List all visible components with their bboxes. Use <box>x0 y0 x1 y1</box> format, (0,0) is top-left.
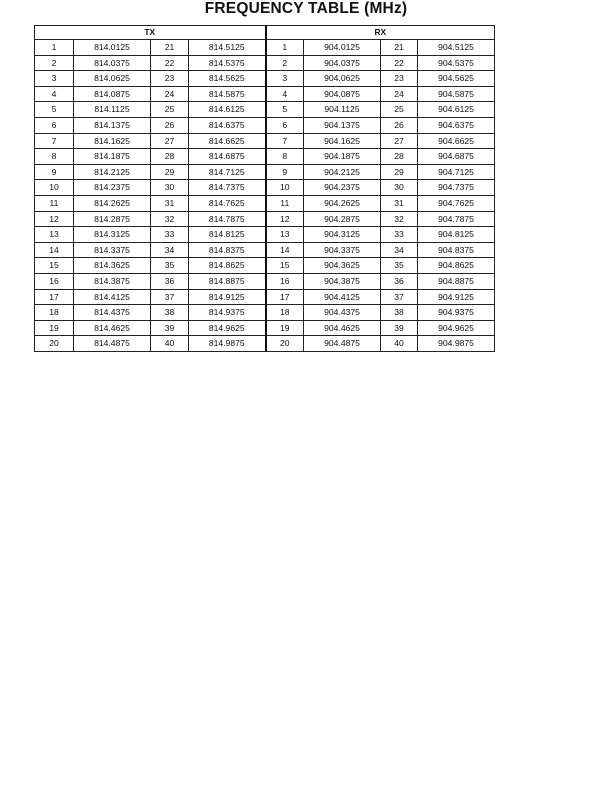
tx-frequency-cell-2: 814.8375 <box>189 242 266 258</box>
tx-channel-cell-2: 34 <box>151 242 189 258</box>
table-row <box>35 40 495 56</box>
tx-channel-cell-2: 23 <box>151 71 189 87</box>
tx-frequency-cell: 814.3625 <box>74 258 151 274</box>
rx-frequency-cell: 904.1875 <box>304 149 381 165</box>
tx-channel-cell-2: 22 <box>151 55 189 71</box>
tx-frequency-cell-2: 814.6875 <box>189 149 266 165</box>
table-row <box>35 305 495 321</box>
rx-frequency-cell: 904.1625 <box>304 133 381 149</box>
table-row <box>35 55 495 71</box>
rx-frequency-cell-2: 904.5625 <box>418 71 495 87</box>
tx-frequency-cell-2: 814.8625 <box>189 258 266 274</box>
rx-channel-cell: 6 <box>266 117 304 133</box>
rx-channel-cell: 5 <box>266 102 304 118</box>
table-row <box>35 180 495 196</box>
tx-frequency-cell-2: 814.7375 <box>189 180 266 196</box>
table-row <box>35 289 495 305</box>
tx-channel-cell-2: 36 <box>151 273 189 289</box>
tx-frequency-cell-2: 814.5125 <box>189 40 266 56</box>
page-title: FREQUENCY TABLE (MHz) <box>204 0 408 17</box>
rx-channel-cell-2: 29 <box>381 164 418 180</box>
rx-channel-cell-2: 27 <box>381 133 418 149</box>
table-row <box>35 164 495 180</box>
tx-channel-cell: 20 <box>35 336 74 352</box>
tx-frequency-cell: 814.1875 <box>74 149 151 165</box>
rx-header: RX <box>266 26 495 40</box>
tx-channel-cell: 18 <box>35 305 74 321</box>
rx-channel-cell-2: 31 <box>381 195 418 211</box>
rx-frequency-cell: 904.0375 <box>304 55 381 71</box>
tx-channel-cell-2: 35 <box>151 258 189 274</box>
tx-header: TX <box>35 26 266 40</box>
rx-channel-cell: 19 <box>266 320 304 336</box>
tx-frequency-cell: 814.2125 <box>74 164 151 180</box>
table-row <box>35 258 495 274</box>
table-row <box>35 86 495 102</box>
tx-channel-cell-2: 37 <box>151 289 189 305</box>
rx-channel-cell: 16 <box>266 273 304 289</box>
tx-channel-cell-2: 27 <box>151 133 189 149</box>
rx-frequency-cell-2: 904.6625 <box>418 133 495 149</box>
tx-channel-cell-2: 33 <box>151 227 189 243</box>
rx-frequency-cell-2: 904.7375 <box>418 180 495 196</box>
rx-frequency-cell-2: 904.7875 <box>418 211 495 227</box>
rx-channel-cell: 15 <box>266 258 304 274</box>
rx-channel-cell-2: 21 <box>381 40 418 56</box>
rx-channel-cell: 2 <box>266 55 304 71</box>
rx-frequency-cell: 904.4875 <box>304 336 381 352</box>
rx-channel-cell-2: 23 <box>381 71 418 87</box>
rx-frequency-cell-2: 904.6125 <box>418 102 495 118</box>
tx-channel-cell-2: 30 <box>151 180 189 196</box>
rx-frequency-cell: 904.2625 <box>304 195 381 211</box>
tx-frequency-cell: 814.4375 <box>74 305 151 321</box>
rx-channel-cell-2: 33 <box>381 227 418 243</box>
tx-frequency-cell-2: 814.9125 <box>189 289 266 305</box>
rx-frequency-cell: 904.0875 <box>304 86 381 102</box>
rx-channel-cell: 8 <box>266 149 304 165</box>
rx-frequency-cell: 904.2875 <box>304 211 381 227</box>
rx-frequency-cell-2: 904.9875 <box>418 336 495 352</box>
tx-frequency-cell: 814.0875 <box>74 86 151 102</box>
rx-frequency-cell: 904.4125 <box>304 289 381 305</box>
tx-channel-cell-2: 21 <box>151 40 189 56</box>
table-header-row <box>35 26 495 40</box>
tx-frequency-cell: 814.0125 <box>74 40 151 56</box>
tx-channel-cell: 5 <box>35 102 74 118</box>
tx-frequency-cell-2: 814.7125 <box>189 164 266 180</box>
tx-channel-cell-2: 29 <box>151 164 189 180</box>
tx-channel-cell: 8 <box>35 149 74 165</box>
tx-channel-cell: 14 <box>35 242 74 258</box>
table-row <box>35 320 495 336</box>
rx-channel-cell-2: 24 <box>381 86 418 102</box>
rx-frequency-cell-2: 904.7125 <box>418 164 495 180</box>
tx-channel-cell-2: 40 <box>151 336 189 352</box>
tx-channel-cell: 16 <box>35 273 74 289</box>
tx-channel-cell-2: 32 <box>151 211 189 227</box>
tx-frequency-cell-2: 814.6625 <box>189 133 266 149</box>
rx-frequency-cell-2: 904.8125 <box>418 227 495 243</box>
tx-channel-cell: 9 <box>35 164 74 180</box>
rx-channel-cell-2: 25 <box>381 102 418 118</box>
table-row <box>35 117 495 133</box>
table-row <box>35 71 495 87</box>
rx-frequency-cell-2: 904.9125 <box>418 289 495 305</box>
rx-frequency-cell: 904.0625 <box>304 71 381 87</box>
rx-channel-cell: 14 <box>266 242 304 258</box>
rx-channel-cell-2: 38 <box>381 305 418 321</box>
rx-channel-cell-2: 26 <box>381 117 418 133</box>
rx-channel-cell: 12 <box>266 211 304 227</box>
table-row <box>35 149 495 165</box>
rx-frequency-cell: 904.4625 <box>304 320 381 336</box>
rx-frequency-cell-2: 904.8875 <box>418 273 495 289</box>
rx-channel-cell: 1 <box>266 40 304 56</box>
tx-channel-cell: 1 <box>35 40 74 56</box>
tx-frequency-cell-2: 814.7625 <box>189 195 266 211</box>
tx-frequency-cell-2: 814.6125 <box>189 102 266 118</box>
rx-channel-cell-2: 22 <box>381 55 418 71</box>
tx-frequency-cell-2: 814.5625 <box>189 71 266 87</box>
rx-frequency-cell-2: 904.6375 <box>418 117 495 133</box>
tx-channel-cell-2: 26 <box>151 117 189 133</box>
rx-frequency-cell-2: 904.9375 <box>418 305 495 321</box>
table-row <box>35 242 495 258</box>
rx-channel-cell-2: 37 <box>381 289 418 305</box>
tx-frequency-cell: 814.3125 <box>74 227 151 243</box>
tx-frequency-cell-2: 814.9875 <box>189 336 266 352</box>
tx-channel-cell: 11 <box>35 195 74 211</box>
tx-frequency-cell: 814.4875 <box>74 336 151 352</box>
table-row <box>35 133 495 149</box>
rx-channel-cell-2: 28 <box>381 149 418 165</box>
tx-channel-cell: 3 <box>35 71 74 87</box>
table-row <box>35 195 495 211</box>
tx-frequency-cell-2: 814.5875 <box>189 86 266 102</box>
rx-frequency-cell: 904.3875 <box>304 273 381 289</box>
tx-frequency-cell: 814.1375 <box>74 117 151 133</box>
rx-channel-cell: 9 <box>266 164 304 180</box>
rx-channel-cell-2: 30 <box>381 180 418 196</box>
tx-frequency-cell-2: 814.9375 <box>189 305 266 321</box>
rx-frequency-cell: 904.4375 <box>304 305 381 321</box>
rx-channel-cell: 3 <box>266 71 304 87</box>
tx-channel-cell: 19 <box>35 320 74 336</box>
rx-frequency-cell-2: 904.9625 <box>418 320 495 336</box>
tx-channel-cell: 15 <box>35 258 74 274</box>
rx-channel-cell-2: 35 <box>381 258 418 274</box>
rx-frequency-cell-2: 904.8625 <box>418 258 495 274</box>
tx-channel-cell: 13 <box>35 227 74 243</box>
tx-channel-cell-2: 28 <box>151 149 189 165</box>
tx-frequency-cell-2: 814.8875 <box>189 273 266 289</box>
rx-channel-cell: 20 <box>266 336 304 352</box>
rx-frequency-cell: 904.3375 <box>304 242 381 258</box>
tx-channel-cell: 17 <box>35 289 74 305</box>
tx-frequency-cell: 814.3875 <box>74 273 151 289</box>
tx-frequency-cell-2: 814.7875 <box>189 211 266 227</box>
tx-channel-cell: 2 <box>35 55 74 71</box>
tx-frequency-cell: 814.4625 <box>74 320 151 336</box>
rx-frequency-cell-2: 904.5375 <box>418 55 495 71</box>
table-row <box>35 227 495 243</box>
rx-channel-cell: 4 <box>266 86 304 102</box>
tx-channel-cell: 6 <box>35 117 74 133</box>
tx-channel-cell: 10 <box>35 180 74 196</box>
tx-frequency-cell-2: 814.6375 <box>189 117 266 133</box>
tx-channel-cell: 7 <box>35 133 74 149</box>
rx-channel-cell-2: 40 <box>381 336 418 352</box>
rx-frequency-cell: 904.3125 <box>304 227 381 243</box>
tx-frequency-cell: 814.2875 <box>74 211 151 227</box>
table-row <box>35 102 495 118</box>
rx-channel-cell-2: 36 <box>381 273 418 289</box>
table-row <box>35 336 495 352</box>
rx-channel-cell: 10 <box>266 180 304 196</box>
tx-frequency-cell: 814.1125 <box>74 102 151 118</box>
tx-frequency-cell: 814.2375 <box>74 180 151 196</box>
rx-frequency-cell-2: 904.5875 <box>418 86 495 102</box>
rx-frequency-cell: 904.2375 <box>304 180 381 196</box>
tx-channel-cell-2: 31 <box>151 195 189 211</box>
rx-frequency-cell: 904.0125 <box>304 40 381 56</box>
rx-channel-cell-2: 39 <box>381 320 418 336</box>
rx-frequency-cell-2: 904.8375 <box>418 242 495 258</box>
rx-frequency-cell-2: 904.6875 <box>418 149 495 165</box>
frequency-table <box>34 25 495 352</box>
tx-frequency-cell: 814.0375 <box>74 55 151 71</box>
tx-channel-cell-2: 24 <box>151 86 189 102</box>
tx-frequency-cell-2: 814.9625 <box>189 320 266 336</box>
tx-frequency-cell: 814.4125 <box>74 289 151 305</box>
tx-channel-cell-2: 25 <box>151 102 189 118</box>
rx-channel-cell: 17 <box>266 289 304 305</box>
rx-frequency-cell: 904.1125 <box>304 102 381 118</box>
tx-channel-cell: 4 <box>35 86 74 102</box>
rx-frequency-cell: 904.1375 <box>304 117 381 133</box>
rx-frequency-cell: 904.3625 <box>304 258 381 274</box>
table-row <box>35 211 495 227</box>
tx-frequency-cell-2: 814.5375 <box>189 55 266 71</box>
rx-frequency-cell: 904.2125 <box>304 164 381 180</box>
tx-frequency-cell-2: 814.8125 <box>189 227 266 243</box>
rx-channel-cell: 18 <box>266 305 304 321</box>
table-row <box>35 273 495 289</box>
tx-frequency-cell: 814.2625 <box>74 195 151 211</box>
tx-frequency-cell: 814.1625 <box>74 133 151 149</box>
rx-channel-cell-2: 32 <box>381 211 418 227</box>
rx-channel-cell-2: 34 <box>381 242 418 258</box>
tx-channel-cell-2: 38 <box>151 305 189 321</box>
rx-channel-cell: 13 <box>266 227 304 243</box>
rx-frequency-cell-2: 904.7625 <box>418 195 495 211</box>
tx-frequency-cell: 814.0625 <box>74 71 151 87</box>
rx-channel-cell: 11 <box>266 195 304 211</box>
rx-channel-cell: 7 <box>266 133 304 149</box>
frequency-table-body <box>35 26 495 352</box>
tx-channel-cell-2: 39 <box>151 320 189 336</box>
tx-channel-cell: 12 <box>35 211 74 227</box>
rx-frequency-cell-2: 904.5125 <box>418 40 495 56</box>
tx-frequency-cell: 814.3375 <box>74 242 151 258</box>
